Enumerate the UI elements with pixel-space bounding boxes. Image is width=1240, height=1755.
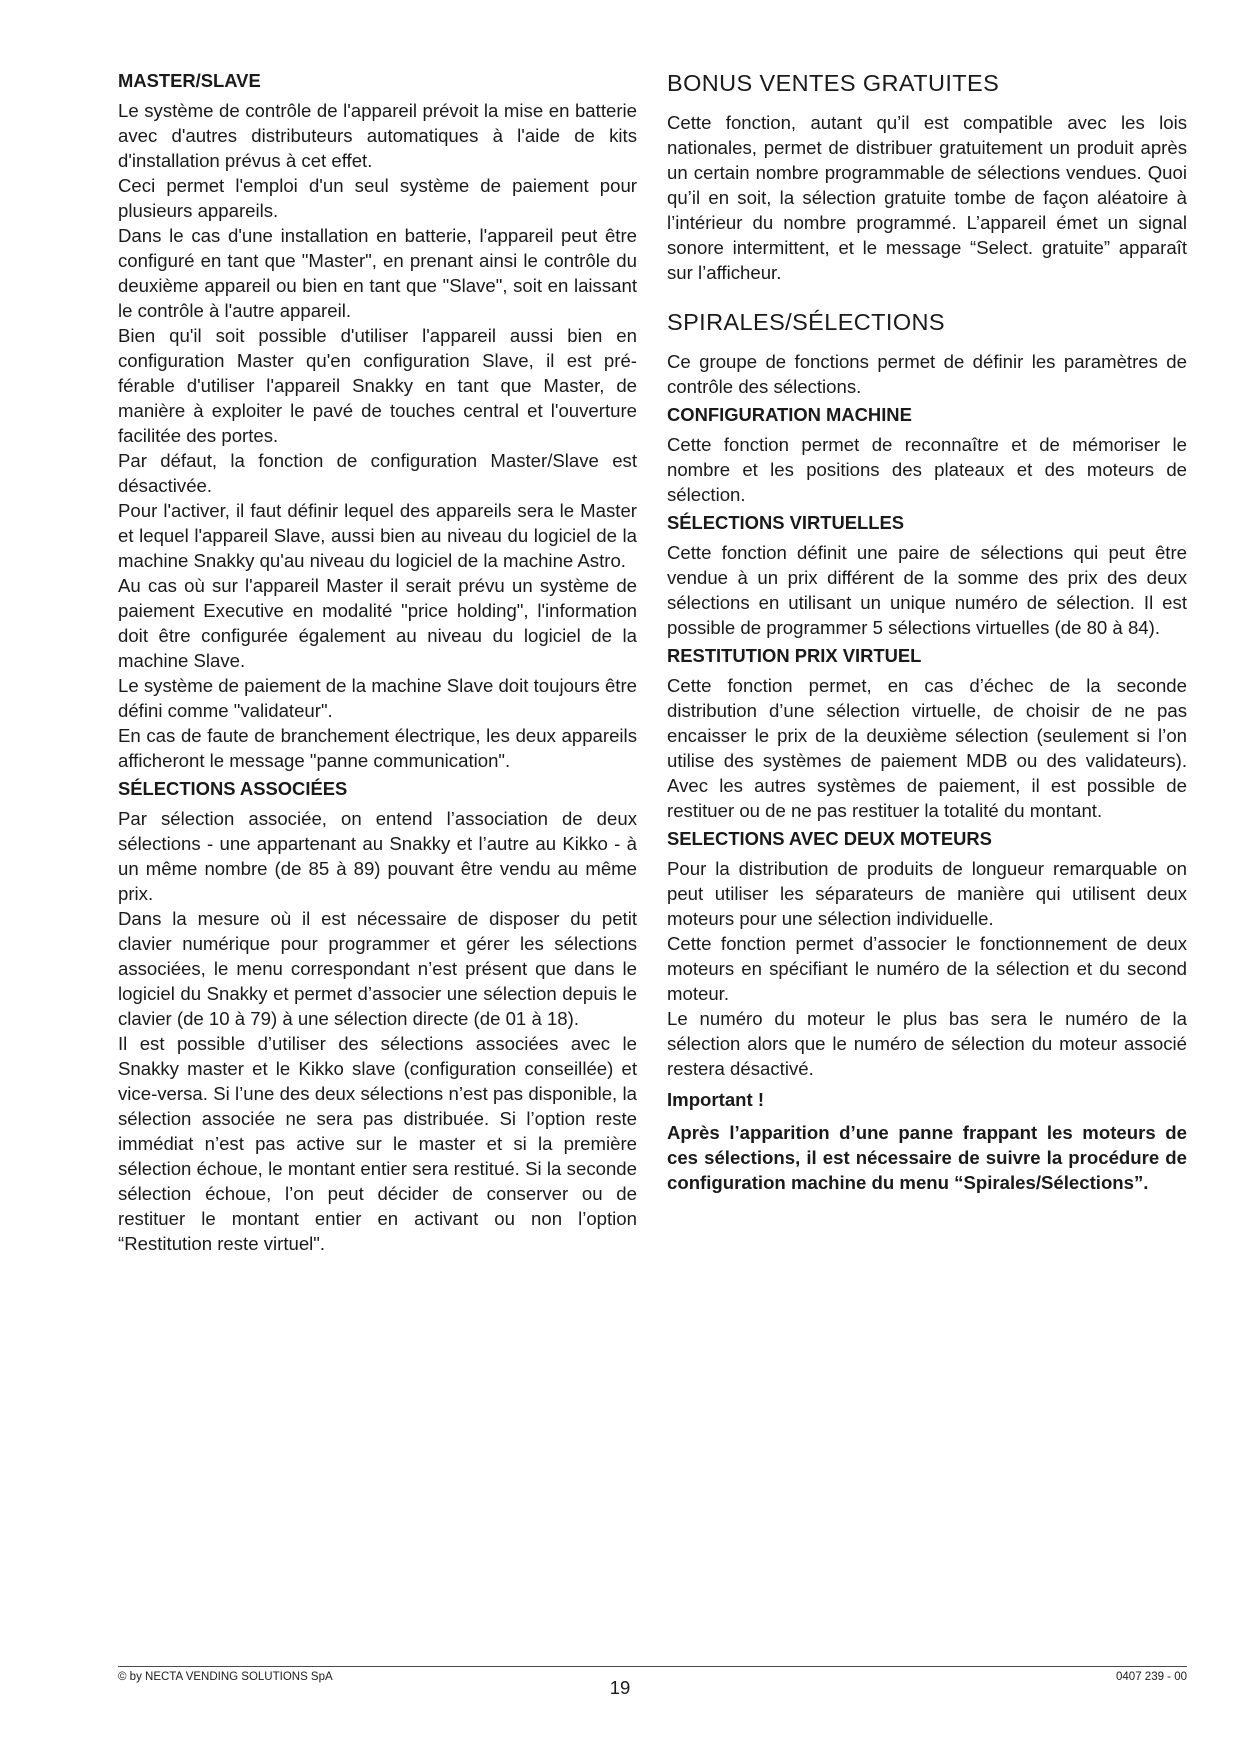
- paragraph: Pour l'activer, il faut définir lequel des appareils sera le Master et lequel l'appareil Slave, aussi bien au niveau du logiciel de la machine Snakky qu'au niveau du logiciel de la machine Astro.: [118, 500, 637, 571]
- paragraph: Par sélection associée, on entend l’association de deux sélections - une appartenant au Snakky et l’autre au Kikko - à un même nombre (de 85 à 89) pouvant être vendu au même prix.: [118, 808, 637, 904]
- subheading-configuration-machine: CONFIGURATION MACHINE: [667, 404, 912, 425]
- right-column: [667, 68, 1187, 1195]
- section-heading-bonus: BONUS VENTES GRATUITES: [667, 70, 1000, 96]
- section-heading-selections-associees: SÉLECTIONS ASSOCIÉES: [118, 778, 348, 799]
- paragraph: Ce groupe de fonctions permet de définir les paramètres de contrôle des sélections.: [667, 351, 1187, 397]
- footer-copyright: © by NECTA VENDING SOLUTIONS SpA: [118, 1671, 333, 1683]
- paragraph: Le numéro du moteur le plus bas sera le numéro de la sélection alors que le numéro de sélection du moteur associé restera désactivé.: [667, 1008, 1187, 1079]
- footer-doc-code: 0407 239 - 00: [1116, 1671, 1187, 1683]
- paragraph: Pour la distribution de produits de longueur remarquable on peut utiliser les séparateurs de manière qui utilisent deux moteurs pour une sélection individuelle.: [667, 858, 1187, 929]
- subheading-deux-moteurs: SELECTIONS AVEC DEUX MOTEURS: [667, 828, 992, 849]
- paragraph: Au cas où sur l'appareil Master il serait prévu un système de paiement Executive en modalité "price holding", l'information doit être configurée également au niveau du logiciel de la machine Slave.: [118, 575, 637, 671]
- important-note: Après l’apparition d’une panne frappant les moteurs de ces sélections, il est nécessaire de suivre la procédure de configuration machine du menu “Spirales/Sélections”.: [667, 1122, 1187, 1193]
- paragraph: Dans la mesure où il est nécessaire de disposer du petit clavier numérique pour programmer et gérer les sélections associées, le menu correspondant n’est présent que dans le logiciel du Snakky et permet d’associer une sélection depuis le clavier (de 10 à 79) à une sélection directe (de 01 à 18).: [118, 908, 637, 1029]
- paragraph: Ceci permet l'emploi d'un seul système de paiement pour plusieurs appareils.: [118, 175, 637, 221]
- paragraph: Le système de contrôle de l'appareil prévoit la mise en batterie avec d'autres distributeurs automatiques à l'aide de kits d'installation prévus à cet effet.: [118, 100, 637, 171]
- paragraph: Il est possible d’utiliser des sélections associées avec le Snakky master et le Kikko slave (configuration conseillée) et vice-versa. Si l’une des deux sélections n’est pas disponible, la sélection associée ne sera pas distribuée. Si l’option reste immédiat n’est pas active sur le master et si la première sélection échoue, le montant entier sera restitué. Si la seconde sélection échoue, l’on peut décider de conserver ou de restituer le montant entier en activant ou non l’option “Restitution reste virtuel".: [118, 1033, 637, 1254]
- page-number: 19: [609, 1677, 631, 1698]
- paragraph: Le système de paiement de la machine Slave doit toujours être défini comme "validateur".: [118, 675, 637, 721]
- paragraph: Cette fonction permet de reconnaître et de mémoriser le nombre et les positions des plateaux et des moteurs de sélection.: [667, 434, 1187, 505]
- paragraph: En cas de faute de branchement électrique, les deux appareils afficheront le message "panne communication".: [118, 725, 637, 771]
- footer-divider: [118, 1666, 1187, 1667]
- paragraph: Cette fonction définit une paire de sélections qui peut être vendue à un prix différent de la somme des prix des deux sélections en utilisant un unique numéro de sélection. Il est possible de programmer 5 sélections virtuelles (de 80 à 84).: [667, 542, 1187, 638]
- paragraph: Cette fonction permet d’associer le fonctionnement de deux moteurs en spécifiant le numéro de la sélection et du second moteur.: [667, 933, 1187, 1004]
- paragraph: Cette fonction, autant qu’il est compatible avec les lois nationales, permet de distribuer gratuitement un produit après un certain nombre programmable de sélections vendues. Quoi qu’il en soit, la sélection gratuite tombe de façon aléatoire à l’intérieur du nombre programmé. L’appareil émet un signal sonore intermittent, et le message “Select. gratuite” apparaît sur l’afficheur.: [667, 112, 1187, 283]
- left-column: [118, 68, 637, 1256]
- paragraph: Par défaut, la fonction de configuration Master/Slave est désactivée.: [118, 450, 637, 496]
- paragraph: Cette fonction permet, en cas d’échec de la seconde distribution d’une sélection virtuelle, de choisir de ne pas encaisser le prix de la deuxième sélection (seulement si l’on utilise des systèmes de paiement MDB ou des validateurs). Avec les autres systèmes de paiement, il est possible de restituer ou de ne pas restituer la totalité du montant.: [667, 675, 1187, 821]
- section-heading-master-slave: MASTER/SLAVE: [118, 70, 261, 91]
- paragraph: Dans le cas d'une installation en batterie, l'appareil peut être configuré en tant que "Master", en prenant ainsi le contrôle du deuxième appareil ou bien en tant que "Slave", soit en laissant le contrôle à l'autre appareil.: [118, 225, 637, 321]
- subheading-restitution-prix-virtuel: RESTITUTION PRIX VIRTUEL: [667, 645, 922, 666]
- subheading-selections-virtuelles: SÉLECTIONS VIRTUELLES: [667, 512, 905, 533]
- paragraph: Bien qu'il soit possible d'utiliser l'appareil aussi bien en configuration Master qu'en configuration Slave, il est préférable d'utiliser l'appareil Snakky en tant que Master, de manière à exploiter le pavé de touches central et l'ouverture facilitée des portes.: [118, 325, 637, 446]
- important-label: Important !: [667, 1089, 765, 1110]
- section-heading-spirales: SPIRALES/SÉLECTIONS: [667, 309, 945, 335]
